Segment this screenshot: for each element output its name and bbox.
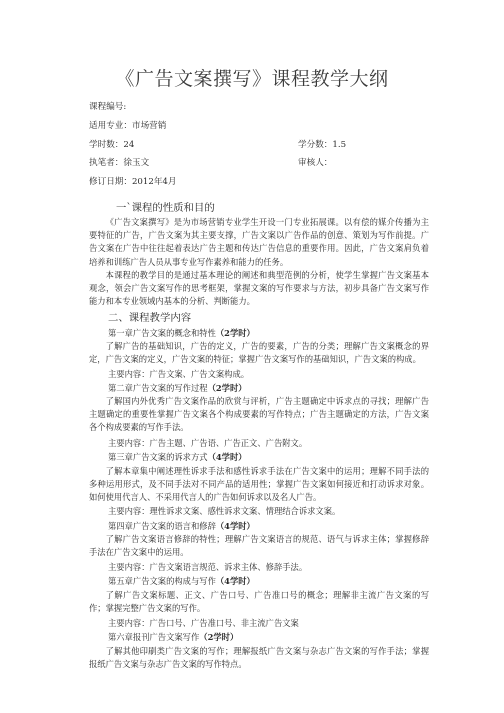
chapter-1-heading	[108, 327, 255, 339]
chapter-5-heading	[108, 575, 255, 587]
chapter-1-main-content: 主要内容：广告文案、广告文案构成。	[108, 369, 250, 379]
chapter-4-main-content: 主要内容：广告文案语言规范、诉求主体、修辞手法。	[108, 562, 308, 572]
chapter-1-title: 第一章广告文案的概念和特性	[108, 328, 216, 338]
chapter-5-main-content: 主要内容：广告口号、广告准口号、非主流广告文案	[108, 618, 299, 628]
chapter-4-title: 第四章广告文案的语言和修辞	[108, 521, 216, 531]
chapter-3-title: 第三章广告文案的诉求方式	[108, 452, 208, 462]
chapter-5-body: 了解广告文案标题、正文、广告口号、广告准口号的概念；理解非主流广告文案的写作；掌握完整广告文案的写作。	[89, 590, 429, 614]
chapter-1-body: 了解广告的基础知识，广告的定义，广告的要素，广告的分类；理解广告文案概念的界 定，广告文案的定义，广告文案的特征；掌握广告文案写作的基础知识，广告文案的构成。	[89, 341, 429, 365]
chapter-2-hours: （2学时）	[207, 383, 247, 393]
chapter-5-title: 第五章广告文案的构成与写作	[108, 576, 216, 586]
chapter-4-heading	[108, 520, 255, 532]
revision-date: 修订日期：2012年4月	[89, 177, 177, 187]
chapter-6-hours: （2学时）	[199, 632, 239, 642]
chapter-1-hours: （2学时）	[215, 328, 255, 338]
section-1-heading: 一`课程的性质和目的	[116, 202, 215, 214]
chapter-6-body: 了解其他印刷类广告文案的写作；理解报纸广告文案与杂志广告文案的写作手法；掌握 报纸广告文案与杂志广告文案的写作特点。	[89, 646, 429, 670]
section-1-paragraph-1: 《广告文案撰写》是为市场营销专业学生开设一门专业拓展课。以有偿的媒介传播为主 要特征的广告，广告文案为其主要支撑，广告文案以广告作品的创意、策划为写作前提。广 告文案在广告中往往起着表达广告主题和传达广告信息的重要作用。因此，广告文案肩负着 培养和训练广告人员从事专业写作素养和能力的任务。	[89, 217, 429, 267]
applicable-major: 适用专业：市场营销	[89, 121, 167, 131]
chapter-4-hours: （4学时）	[215, 521, 255, 531]
course-code: 课程编号:	[89, 102, 127, 112]
chapter-3-hours: （4学时）	[207, 452, 247, 462]
reviewer: 审核人：	[298, 158, 333, 168]
class-hours: 学时数：24	[89, 140, 135, 150]
chapter-2-heading	[108, 382, 247, 394]
section-1-paragraph-2: 本课程的教学目的是通过基本理论的阐述和典型范例的分析，使学生掌握广告文案基本 观念，领会广告文案写作的思考框架，掌握文案的写作要求与方法，初步具备广告文案写作 能力和本专业领域内基本的分析、判断能力。	[89, 270, 429, 307]
author: 执笔者：徐玉文	[89, 158, 150, 168]
chapter-3-body: 了解本章集中阐述理性诉求手法和感性诉求手法在广告文案中的运用；理解不同手法的 多种运用形式，及不同手法对不同产品的适用性；掌握广告文案如何接近和打动诉求对象。 如何使用代言人、不采用代言人的广告如何诉求以及名人广告。	[89, 466, 429, 503]
page-title: 《广告文案撰写》课程教学大纲	[115, 68, 389, 90]
chapter-3-heading	[108, 451, 247, 463]
chapter-6-title: 第六章报刊广告文案写作	[108, 632, 200, 642]
chapter-2-title: 第二章广告文案的写作过程	[108, 383, 208, 393]
credits: 学分数：1.5	[298, 140, 347, 150]
chapter-3-main-content: 主要内容：理性诉求文案、感性诉求文案、情理结合诉求文案。	[108, 506, 341, 516]
chapter-2-body: 了解国内外优秀广告文案作品的欣赏与评析，广告主题确定中诉求点的寻找；理解广告 主题确定的重要性掌握广告文案各个构成要素的写作特点；广告主题确定的方法，广告文案 各个构成要素的写作手法。	[89, 396, 429, 433]
section-2-heading: 二、课程教学内容	[108, 312, 192, 324]
chapter-2-main-content: 主要内容：广告主题、广告语、广告正文、广告附文。	[108, 438, 308, 448]
chapter-6-heading	[108, 631, 238, 643]
chapter-4-body: 了解广告文案语言修辞的特性；理解广告文案语言的规范、语气与诉求主体；掌握修辞 手法在广告文案中的运用。	[89, 534, 429, 558]
chapter-5-hours: （4学时）	[215, 576, 255, 586]
